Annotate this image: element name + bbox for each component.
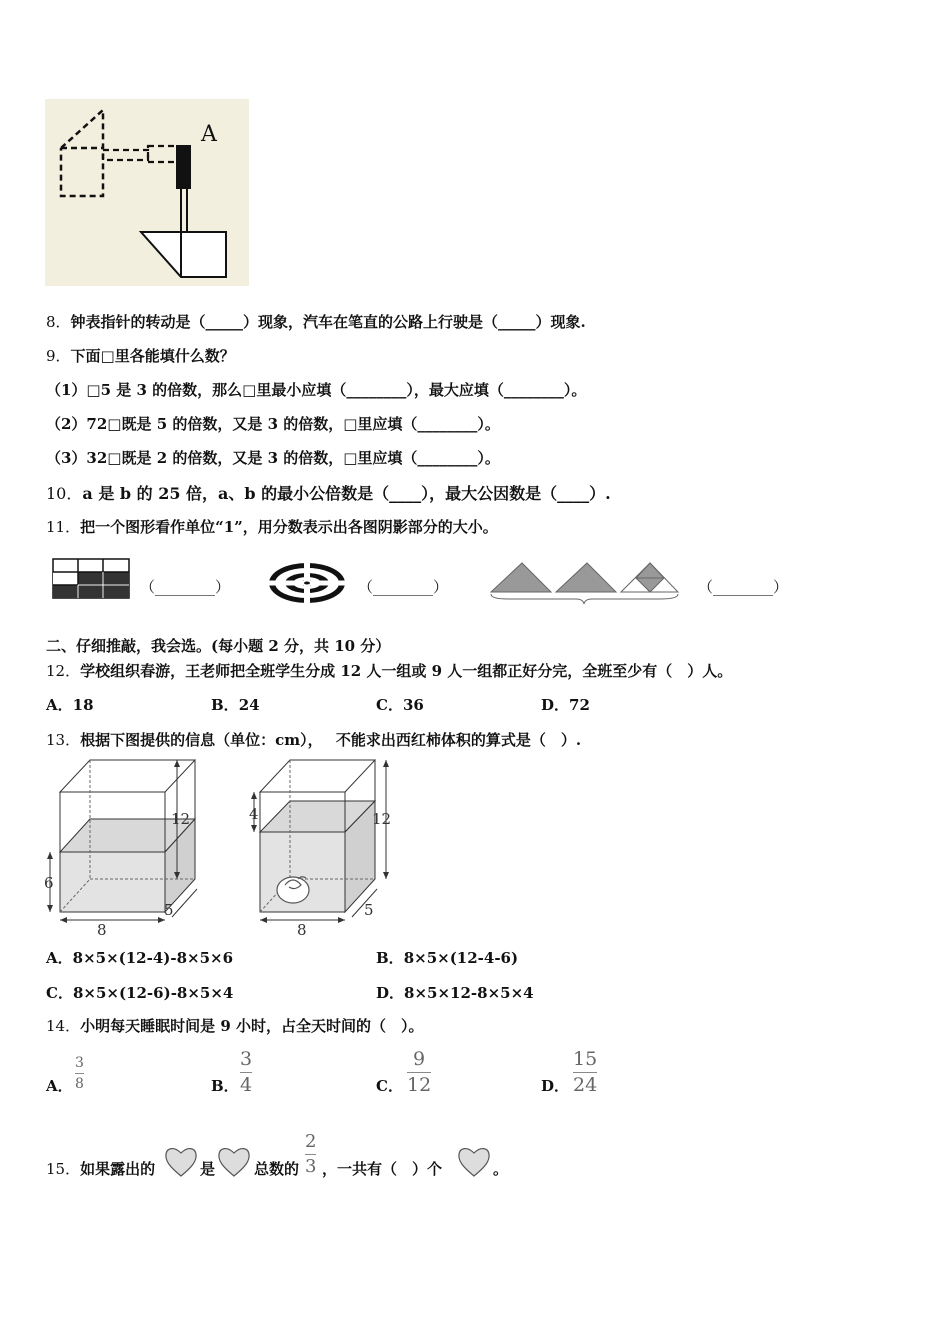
sub-question-1: （1）□5 是 3 的倍数，那么□里最小应填（________），最大应填（________）。 <box>46 381 587 399</box>
question-9 <box>46 345 235 366</box>
question-15-part4: ，一共有（ ）个 <box>322 1160 443 1178</box>
container-before-figure <box>40 757 200 937</box>
shaded-triangles-figure <box>488 561 682 605</box>
question-15-part3: 总数的 <box>254 1160 300 1178</box>
question-15-part5: 。 <box>493 1160 509 1178</box>
option-b[interactable]: B． <box>211 1077 239 1095</box>
width-label: 8 <box>97 921 107 937</box>
option-d[interactable]: D．72 <box>541 696 590 714</box>
tomato-icon <box>277 877 309 903</box>
width-label: 8 <box>297 921 307 937</box>
question-8 <box>46 311 586 332</box>
question-text: 小明每天睡眠时间是 9 小时，占全天时间的（ ）。 <box>80 1017 424 1035</box>
option-b[interactable]: B．8×5×(12-4-6) <box>376 949 519 967</box>
water-rise-label: 4 <box>249 805 259 823</box>
question-10 <box>46 481 611 504</box>
question-text: 下面□里各能填什么数？ <box>70 347 235 365</box>
question-number: 14． <box>46 1017 81 1035</box>
question-number: 11． <box>46 518 81 536</box>
question-text: 根据下图提供的信息（单位：cm）， <box>80 731 323 749</box>
shaded-grid-figure <box>52 558 130 599</box>
question-number: 9． <box>46 347 71 365</box>
question-text: 钟表指针的转动是（_____）现象，汽车在笔直的公路上行驶是（_____）现象. <box>70 313 586 331</box>
question-11 <box>46 516 498 537</box>
rotation-figure <box>45 99 249 286</box>
heart-icon <box>217 1145 251 1179</box>
option-a[interactable]: A．8×5×(12-4)-8×5×6 <box>46 949 234 967</box>
question-number: 15． <box>46 1160 81 1178</box>
question-text-2: 不能求出西红柿体积的算式是（ ）. <box>335 731 582 749</box>
water-height-label: 6 <box>44 874 54 892</box>
option-a-fraction[interactable]: 3 8 <box>75 1055 84 1092</box>
question-14 <box>46 1015 423 1036</box>
option-b[interactable]: B．24 <box>211 696 260 714</box>
depth-label: 5 <box>164 901 174 919</box>
depth-label: 5 <box>364 901 374 919</box>
height-total-label: 12 <box>171 810 191 828</box>
option-b-fraction[interactable]: 3 4 <box>240 1048 253 1096</box>
question-number: 8． <box>46 313 71 331</box>
answer-blank-3[interactable]: （________） <box>698 578 789 596</box>
question-text: 把一个图形看作单位“1”，用分数表示出各图阴影部分的大小。 <box>80 518 498 536</box>
option-c[interactable]: C． <box>376 1077 403 1095</box>
section-title: 二、仔细推敲，我会选。(每小题 2 分，共 10 分） <box>46 637 391 655</box>
question-number: 13． <box>46 731 81 749</box>
point-label-a: A <box>201 122 217 147</box>
option-d[interactable]: D． <box>541 1077 570 1095</box>
question-13 <box>46 729 581 750</box>
option-c-fraction[interactable]: 9 12 <box>407 1048 432 1096</box>
option-c[interactable]: C．36 <box>376 696 424 714</box>
height-total-label: 12 <box>372 810 392 828</box>
shaded-rings-figure <box>267 561 347 605</box>
option-c[interactable]: C．8×5×(12-6)-8×5×4 <box>46 984 234 1002</box>
question-number: 10． <box>46 484 83 503</box>
question-12 <box>46 660 732 681</box>
sub-question-2: （2）72□既是 5 的倍数，又是 3 的倍数，□里应填（________）。 <box>46 415 500 433</box>
answer-blank-2[interactable]: （________） <box>358 578 449 596</box>
question-number: 12． <box>46 662 81 680</box>
answer-blank-1[interactable]: （________） <box>140 578 231 596</box>
sub-question-3: （3）32□既是 2 的倍数，又是 3 的倍数，□里应填（________）。 <box>46 449 500 467</box>
question-15-part2: 是 <box>200 1160 216 1178</box>
container-after-figure <box>240 757 400 937</box>
option-d[interactable]: D．8×5×12-8×5×4 <box>376 984 534 1002</box>
question-text: a 是 b 的 25 倍，a、b 的最小公倍数是（____），最大公因数是（____）. <box>82 484 611 503</box>
option-a[interactable]: A．18 <box>46 696 94 714</box>
fraction-two-thirds: 2 3 <box>305 1131 317 1177</box>
question-15-part1: 15．如果露出的 <box>46 1160 156 1178</box>
option-a[interactable]: A． <box>46 1077 73 1095</box>
heart-icon <box>457 1145 491 1179</box>
option-d-fraction[interactable]: 15 24 <box>573 1048 598 1096</box>
heart-icon <box>164 1145 198 1179</box>
question-text: 学校组织春游，王老师把全班学生分成 12 人一组或 9 人一组都正好分完，全班至少有（ ）人。 <box>80 662 733 680</box>
